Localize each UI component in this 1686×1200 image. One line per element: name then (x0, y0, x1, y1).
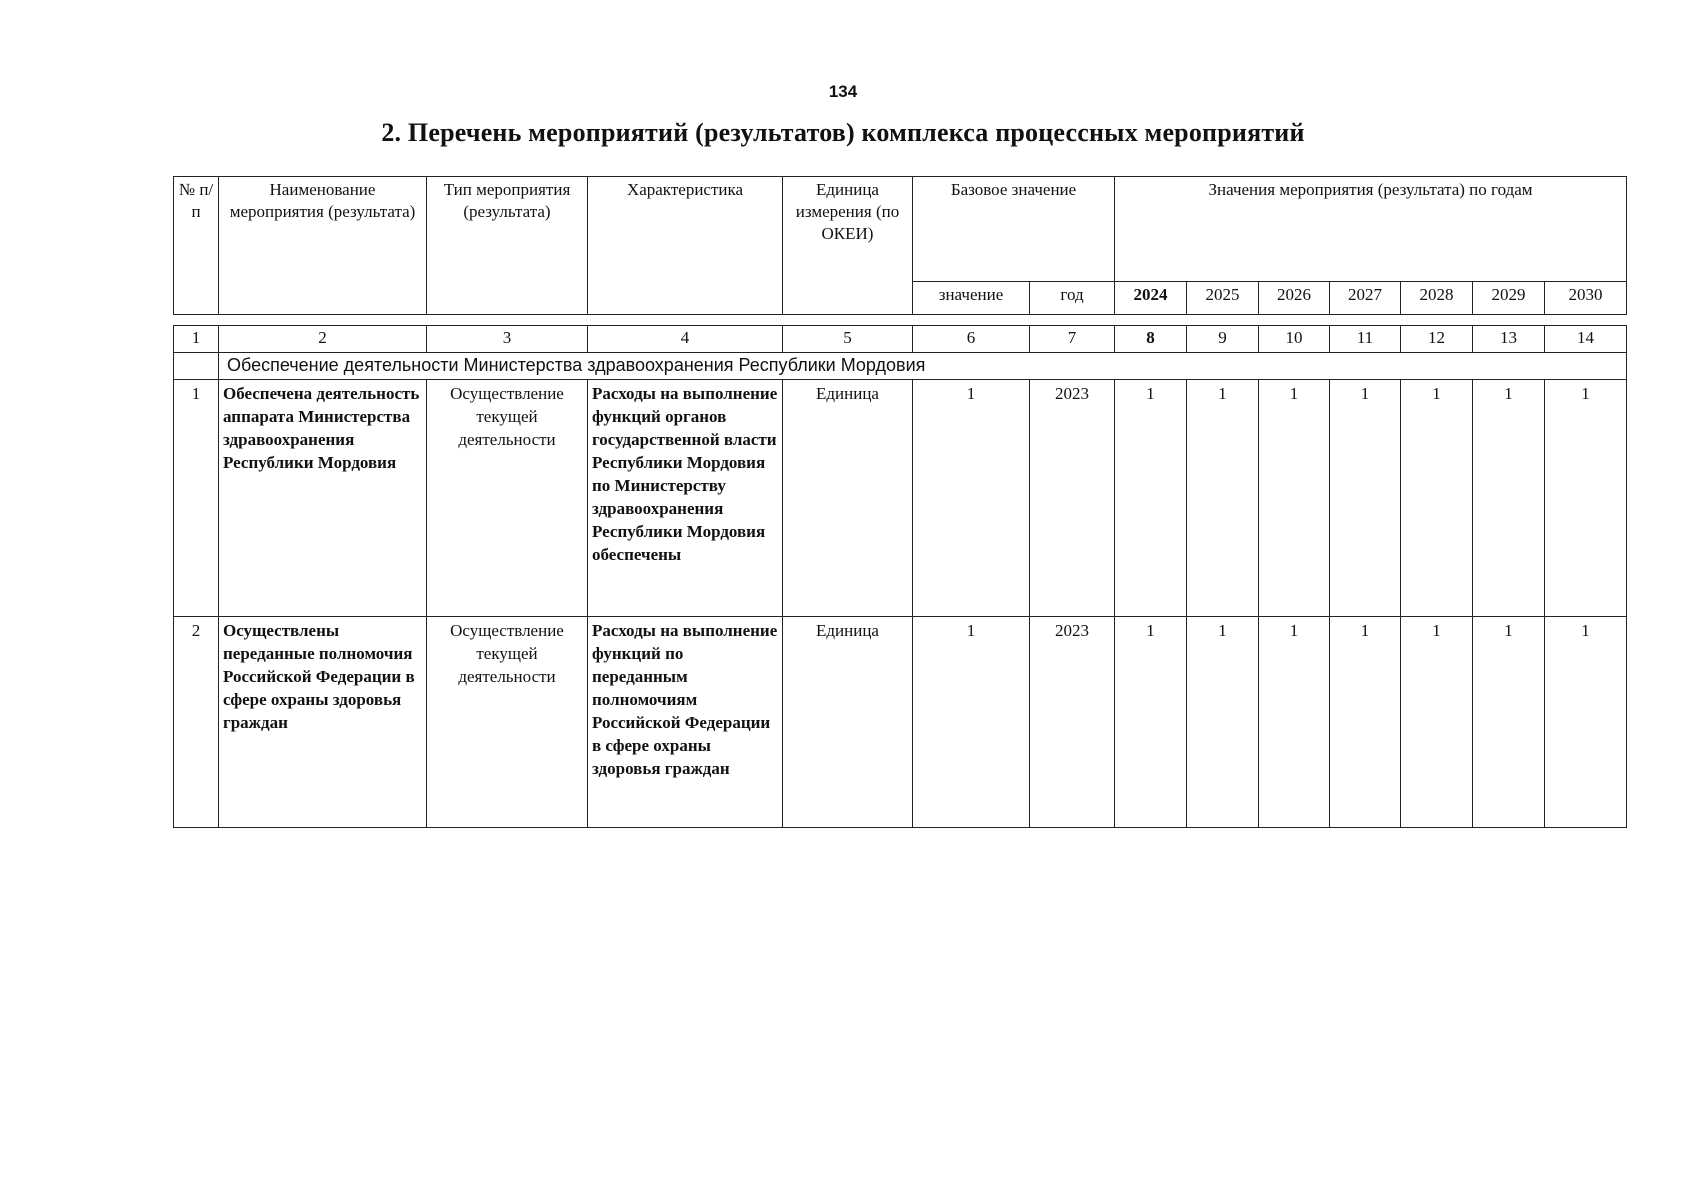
row-year-value: 1 (1545, 617, 1627, 828)
header-base: Базовое значение (913, 177, 1115, 282)
document-title: 2. Перечень мероприятий (результатов) комплекса процессных мероприятий (381, 118, 1305, 147)
header-type: Тип мероприятия (результата) (427, 177, 588, 315)
row-num: 2 (174, 617, 219, 828)
row-unit: Единица (783, 380, 913, 617)
row-year-value: 1 (1115, 380, 1187, 617)
header-unit: Единица измерения (по ОКЕИ) (783, 177, 913, 315)
table-body (173, 325, 1627, 828)
row-characteristic: Расходы на выполнение функций по переданным полномочиям Российской Федерации в сфере охраны здоровья граждан (588, 617, 783, 828)
header-year-2025: 2025 (1187, 282, 1259, 315)
column-number: 7 (1030, 326, 1115, 353)
row-year-value: 1 (1330, 617, 1401, 828)
header-num: № п/п (174, 177, 219, 315)
row-type: Осуществление текущей деятельности (427, 380, 588, 617)
table-row (174, 617, 1627, 828)
row-type: Осуществление текущей деятельности (427, 617, 588, 828)
column-number-row (174, 326, 1627, 353)
column-number: 8 (1115, 326, 1187, 353)
table-row (174, 380, 1627, 617)
row-year-value: 1 (1545, 380, 1627, 617)
section-title: Обеспечение деятельности Министерства здравоохранения Республики Мордовия (219, 353, 1627, 380)
row-characteristic: Расходы на выполнение функций органов государственной власти Республики Мордовия по Министерству здравоохранения Республики Мордовия обеспечены (588, 380, 783, 617)
header-year-2029: 2029 (1473, 282, 1545, 315)
row-base-value: 1 (913, 380, 1030, 617)
column-number: 10 (1259, 326, 1330, 353)
row-num: 1 (174, 380, 219, 617)
row-unit: Единица (783, 617, 913, 828)
column-number: 1 (174, 326, 219, 353)
row-year-value: 1 (1259, 380, 1330, 617)
column-number: 5 (783, 326, 913, 353)
row-year-value: 1 (1401, 617, 1473, 828)
row-name: Обеспечена деятельность аппарата Министерства здравоохранения Республики Мордовия (219, 380, 427, 617)
row-year-value: 1 (1473, 617, 1545, 828)
row-year-value: 1 (1473, 380, 1545, 617)
column-number: 4 (588, 326, 783, 353)
header-years: Значения мероприятия (результата) по годам (1115, 177, 1627, 282)
row-year-value: 1 (1187, 617, 1259, 828)
header-year-2030: 2030 (1545, 282, 1627, 315)
table-header (173, 176, 1627, 315)
column-number: 12 (1401, 326, 1473, 353)
header-year-2027: 2027 (1330, 282, 1401, 315)
column-number: 13 (1473, 326, 1545, 353)
row-name: Осуществлены переданные полномочия Российской Федерации в сфере охраны здоровья граждан (219, 617, 427, 828)
column-number: 14 (1545, 326, 1627, 353)
section-row (174, 353, 1627, 380)
row-base-year: 2023 (1030, 617, 1115, 828)
row-year-value: 1 (1330, 380, 1401, 617)
row-base-value: 1 (913, 617, 1030, 828)
row-base-year: 2023 (1030, 380, 1115, 617)
header-base-year: год (1030, 282, 1115, 315)
header-year-2024: 2024 (1115, 282, 1187, 315)
column-number: 11 (1330, 326, 1401, 353)
header-year-2026: 2026 (1259, 282, 1330, 315)
row-year-value: 1 (1115, 617, 1187, 828)
header-base-value: значение (913, 282, 1030, 315)
column-number: 2 (219, 326, 427, 353)
column-number: 3 (427, 326, 588, 353)
header-name: Наименование мероприятия (результата) (219, 177, 427, 315)
row-year-value: 1 (1259, 617, 1330, 828)
header-characteristic: Характеристика (588, 177, 783, 315)
row-year-value: 1 (1401, 380, 1473, 617)
column-number: 6 (913, 326, 1030, 353)
header-year-2028: 2028 (1401, 282, 1473, 315)
section-spacer (174, 353, 219, 380)
page-number: 134 (828, 82, 858, 101)
column-number: 9 (1187, 326, 1259, 353)
row-year-value: 1 (1187, 380, 1259, 617)
